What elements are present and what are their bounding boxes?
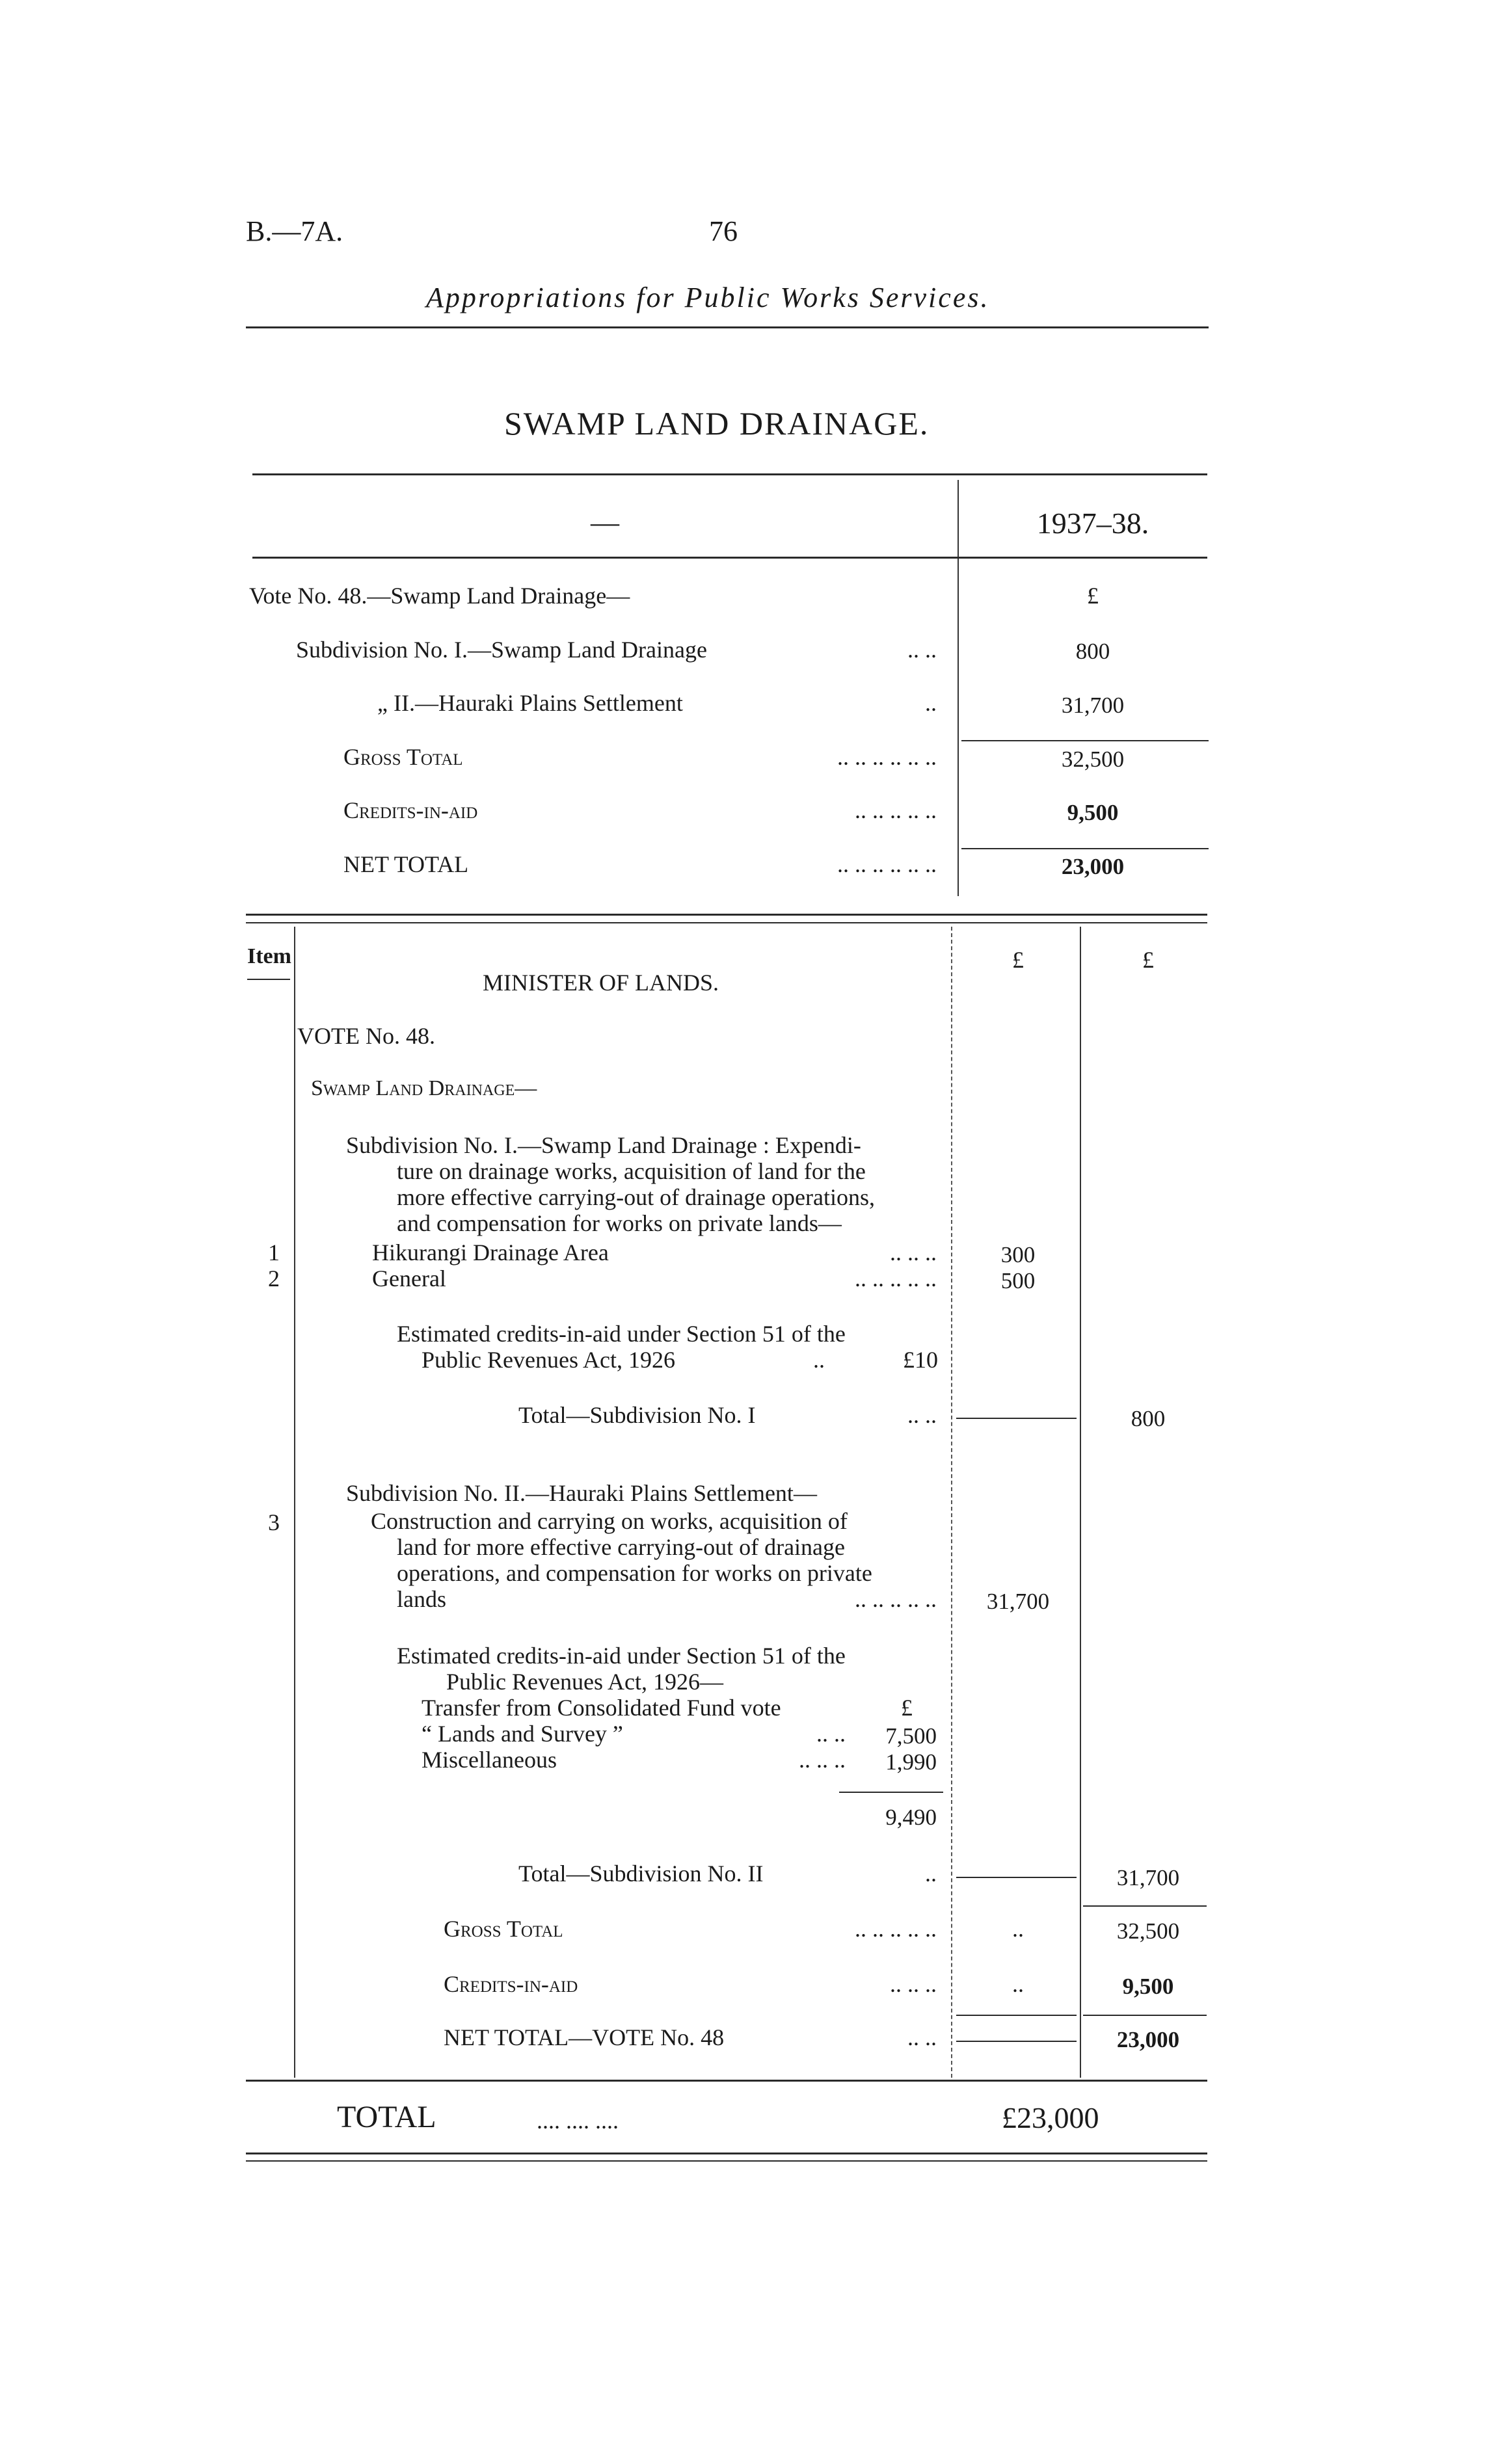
sub1-total-dots: .. .. xyxy=(907,1402,937,1428)
sub2-credits-line: Public Revenues Act, 1926— xyxy=(446,1669,723,1695)
net-rule-left xyxy=(956,2015,1077,2016)
sub1-total-label: Total—Subdivision No. I xyxy=(518,1402,756,1428)
grand-total-label: TOTAL xyxy=(337,2100,436,2134)
summary-row-dots: .. .. .. .. .. xyxy=(855,797,937,823)
sub2-total-rule xyxy=(956,1877,1077,1878)
net-total-label: NET TOTAL—VOTE No. 48 xyxy=(444,2024,725,2050)
sub2-total-dots: .. xyxy=(925,1861,937,1887)
net-total-mid-rule xyxy=(956,2041,1077,2042)
summary-row-value: 800 xyxy=(1075,639,1110,664)
detail-top-rule xyxy=(246,914,1207,916)
page-reference: B.—7A. xyxy=(246,215,343,247)
item-label: Hikurangi Drainage Area xyxy=(372,1239,609,1265)
running-title: Appropriations for Public Works Services. xyxy=(426,282,990,313)
transfer-line: “ Lands and Survey ” xyxy=(422,1721,623,1747)
sub1-credits-value: £10 xyxy=(903,1347,938,1373)
summary-header-rule xyxy=(252,557,1207,559)
summary-column-divider xyxy=(958,480,959,896)
summary-row-dots: .. .. .. .. .. .. xyxy=(837,744,937,770)
gross-total-mid-dots: .. xyxy=(1012,1916,1024,1942)
sub1-description-line: and compensation for works on private lands— xyxy=(397,1210,842,1236)
vote-title: Swamp Land Drainage— xyxy=(311,1076,537,1100)
amount-column-divider xyxy=(1080,927,1081,2078)
summary-row-label: Credits-in-aid xyxy=(343,797,478,823)
item-dots: .. .. .. .. .. xyxy=(855,1265,937,1292)
minister-heading: MINISTER OF LANDS. xyxy=(483,970,719,996)
sub1-description-line: ture on drainage works, acquisition of land for the xyxy=(397,1158,866,1184)
summary-column-header-dash: — xyxy=(591,507,619,538)
summary-vote-heading: Vote No. 48.—Swamp Land Drainage— xyxy=(249,583,630,609)
net-total-dots: .. .. xyxy=(907,2024,937,2050)
summary-top-rule xyxy=(252,473,1207,475)
item-column-divider xyxy=(294,927,295,2078)
credits-in-aid-value: 9,500 xyxy=(1122,1974,1174,1999)
gross-total-value: 32,500 xyxy=(1116,1918,1180,1944)
item-dots: .. .. .. xyxy=(890,1239,937,1265)
credits-in-aid-dots: .. .. .. xyxy=(890,1971,937,1997)
item-number: 2 xyxy=(268,1265,280,1292)
sub1-total-value: 800 xyxy=(1131,1406,1166,1431)
sub2-description-line: land for more effective carrying-out of drainage xyxy=(397,1534,846,1560)
item-value: 300 xyxy=(1000,1242,1036,1267)
page-number: 76 xyxy=(709,215,738,247)
summary-row-value: 32,500 xyxy=(1061,747,1125,772)
sub1-credits-line: Public Revenues Act, 1926 xyxy=(422,1347,675,1373)
header-rule xyxy=(246,326,1209,328)
sub2-description-line: Construction and carrying on works, acquisition of xyxy=(371,1508,848,1534)
summary-row-dots: .. .. .. .. .. .. xyxy=(837,851,937,877)
sub2-total-label: Total—Subdivision No. II xyxy=(518,1861,764,1887)
grand-total-rule-inner xyxy=(246,2160,1207,2162)
sub1-credits-line: Estimated credits-in-aid under Section 51 of the xyxy=(397,1321,846,1347)
gross-total-dots: .. .. .. .. .. xyxy=(855,1916,937,1942)
detail-top-rule-inner xyxy=(246,922,1207,923)
sub1-total-rule xyxy=(956,1418,1077,1419)
grand-total-value: £23,000 xyxy=(1002,2101,1099,2134)
sub2-lands-dots: .. .. .. .. .. xyxy=(855,1586,937,1612)
summary-row-label: NET TOTAL xyxy=(343,851,469,877)
credits-in-aid-label: Credits-in-aid xyxy=(444,1971,578,1997)
item-number: 1 xyxy=(268,1239,280,1265)
sub1-credits-dots: .. xyxy=(813,1347,825,1373)
description-column-divider xyxy=(951,927,952,2078)
sub1-description-line: Subdivision No. I.—Swamp Land Drainage : Expendi- xyxy=(346,1132,861,1158)
item-column-header: Item xyxy=(247,944,291,968)
total-currency: £ xyxy=(1142,947,1154,973)
sub1-description-line: more effective carrying-out of drainage operations, xyxy=(397,1184,876,1210)
summary-currency: £ xyxy=(1087,583,1099,609)
net-total-value: 23,000 xyxy=(1116,2027,1180,2052)
sub2-description-line: lands xyxy=(397,1586,446,1612)
summary-row-label: Gross Total xyxy=(343,744,463,770)
sub2-value: 31,700 xyxy=(986,1589,1050,1614)
item-value: 500 xyxy=(1000,1268,1036,1293)
sub2-total-value: 31,700 xyxy=(1116,1865,1180,1890)
transfer-dots: .. .. xyxy=(816,1721,846,1747)
net-rule-right xyxy=(1083,2015,1207,2016)
credits-sum: 9,490 xyxy=(885,1805,937,1830)
transfer-value: 7,500 xyxy=(885,1723,937,1749)
summary-row-label: Subdivision No. I.—Swamp Land Drainage xyxy=(296,637,707,663)
summary-value-rule xyxy=(961,848,1209,849)
detail-bottom-rule xyxy=(246,2080,1207,2082)
misc-dots: .. .. .. xyxy=(799,1747,846,1773)
grand-total-rule xyxy=(246,2153,1207,2154)
gross-total-label: Gross Total xyxy=(444,1916,563,1942)
summary-value-rule xyxy=(961,740,1209,741)
summary-row-label: „ II.—Hauraki Plains Settlement xyxy=(377,690,683,716)
page-title: SWAMP LAND DRAINAGE. xyxy=(504,405,930,442)
item-label: General xyxy=(372,1265,446,1292)
credits-sum-rule xyxy=(839,1792,943,1793)
sub2-description-line: Subdivision No. II.—Hauraki Plains Settlement— xyxy=(346,1480,817,1506)
item-number: 3 xyxy=(268,1509,280,1535)
grand-total-dots: .... .... .... xyxy=(537,2108,619,2134)
vote-heading: VOTE No. 48. xyxy=(297,1023,435,1049)
summary-row-dots: .. .. xyxy=(907,637,937,663)
credits-in-aid-mid-dots: .. xyxy=(1012,1971,1024,1997)
item-header-rule xyxy=(247,979,290,980)
summary-row-value: 9,500 xyxy=(1067,800,1119,825)
summary-row-value: 23,000 xyxy=(1061,854,1125,879)
sub2-credits-line: Estimated credits-in-aid under Section 51 of the xyxy=(397,1643,846,1669)
transfer-line: Transfer from Consolidated Fund vote xyxy=(422,1695,781,1721)
sub2-description-line: operations, and compensation for works on private xyxy=(397,1560,872,1586)
summary-row-value: 31,700 xyxy=(1061,693,1125,718)
misc-label: Miscellaneous xyxy=(422,1747,557,1773)
gross-rule xyxy=(1083,1905,1207,1907)
summary-column-header-year: 1937–38. xyxy=(1036,507,1149,540)
misc-value: 1,990 xyxy=(885,1749,937,1775)
transfer-currency: £ xyxy=(901,1695,913,1721)
summary-row-dots: .. xyxy=(925,690,937,716)
amount-currency: £ xyxy=(1012,947,1024,973)
